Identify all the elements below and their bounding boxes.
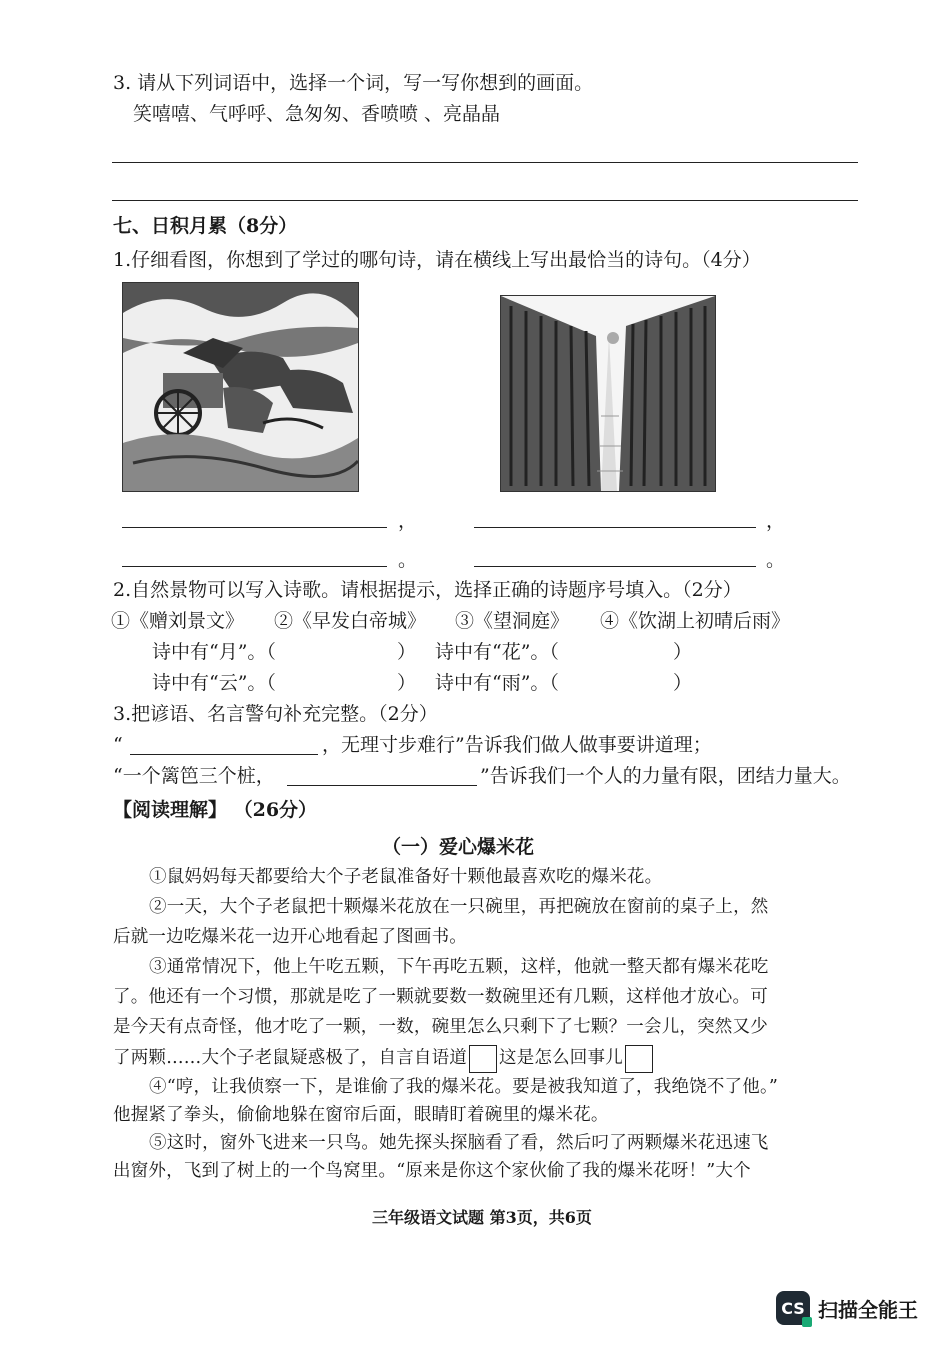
comma-1: ， — [398, 510, 418, 532]
poem-blank-2[interactable] — [474, 527, 756, 528]
fill-rain-label: 诗中有“雨”。（ — [435, 672, 559, 694]
q3-word-list: 笑嘻嘻、气呼呼、急匆匆、香喷喷 、亮晶晶 — [133, 103, 501, 125]
punctuation-box-1[interactable] — [469, 1045, 497, 1073]
carriage-mountain-illustration — [122, 282, 359, 492]
story-line-10: ⑤这时，窗外飞进来一只鸟。她先探头探脑看了看，然后叼了两颗爆米花迅速飞 — [149, 1133, 769, 1153]
story-line-4: ③通常情况下，他上午吃五颗，下午再吃五颗，这样，他就一整天都有爆米花吃 — [149, 957, 769, 977]
story-line-7 — [113, 1043, 655, 1073]
period-1: 。 — [398, 549, 418, 571]
reading-header: 【阅读理解】 （26分） — [113, 799, 318, 821]
story-line-11: 出窗外，飞到了树上的一个鸟窝里。“原来是你这个家伙偷了我的爆米花呀！”大个 — [113, 1161, 751, 1181]
camscanner-logo-icon: CS — [776, 1291, 810, 1325]
fill-moon-close: ） — [397, 641, 417, 663]
poem-option-2: ②《早发白帝城》 — [274, 610, 427, 632]
page-footer: 三年级语文试题 第3页，共6页 — [372, 1208, 592, 1227]
section7-q1-prompt: 1.仔细看图，你想到了学过的哪句诗，请在横线上写出最恰当的诗句。（4分） — [113, 249, 761, 271]
q3-prompt: 3. 请从下列词语中，选择一个词，写一写你想到的画面。 — [113, 72, 594, 94]
answer-line-2[interactable] — [112, 200, 858, 201]
story-line-9: 他握紧了拳头，偷偷地躲在窗帘后面，眼睛盯着碗里的爆米花。 — [113, 1105, 609, 1125]
story-line-1: ①鼠妈妈每天都要给大个子老鼠准备好十颗他最喜欢吃的爆米花。 — [149, 867, 663, 887]
tree-lined-road-illustration — [500, 295, 716, 492]
poem-blank-1[interactable] — [122, 527, 387, 528]
story-line-7-part1: 了两颗……大个子老鼠疑惑极了，自言自语道 — [113, 1048, 467, 1068]
scanner-watermark — [776, 1291, 918, 1325]
poem-option-4: ④《饮湖上初晴后雨》 — [600, 610, 791, 632]
fill-moon-label: 诗中有“月”。（ — [152, 641, 276, 663]
story-line-3: 后就一边吃爆米花一边开心地看起了图画书。 — [113, 927, 467, 947]
section7-title: 七、日积月累（8分） — [113, 215, 298, 237]
story-line-5: 了。他还有一个习惯，那就是吃了一颗就要数一数碗里还有几颗，这样他才放心。可 — [113, 987, 768, 1007]
fill-flower-label: 诗中有“花”。（ — [435, 641, 559, 663]
answer-line-1[interactable] — [112, 162, 858, 163]
story-title: （一）爱心爆米花 — [382, 836, 535, 858]
fill-rain-close: ） — [673, 672, 693, 694]
story-line-2: ②一天，大个子老鼠把十颗爆米花放在一只碗里，再把碗放在窗前的桌子上，然 — [149, 897, 769, 917]
comma-2: ， — [766, 510, 786, 532]
story-line-6: 是今天有点奇怪，他才吃了一颗，一数，碗里怎么只剩下了七颗？一会儿，突然又少 — [113, 1017, 768, 1037]
story-line-7-part2: 这是怎么回事儿 — [499, 1048, 623, 1068]
proverb2-start: “一个篱笆三个桩， — [113, 765, 275, 787]
period-2: 。 — [766, 549, 786, 571]
proverb-blank-1[interactable] — [130, 754, 318, 755]
proverb2-rest: ”告诉我们一个人的力量有限，团结力量大。 — [480, 765, 851, 787]
section7-q2-prompt: 2.自然景物可以写入诗歌。请根据提示，选择正确的诗题序号填入。（2分） — [113, 579, 742, 601]
section7-q3-prompt: 3.把谚语、名言警句补充完整。（2分） — [113, 703, 438, 725]
proverb1-open-quote: “ — [113, 734, 123, 756]
proverb-blank-2[interactable] — [287, 785, 477, 786]
proverb1-rest: ，无理寸步难行”告诉我们做人做事要讲道理； — [322, 734, 712, 756]
fill-flower-close: ） — [673, 641, 693, 663]
punctuation-box-2[interactable] — [625, 1045, 653, 1073]
poem-option-3: ③《望洞庭》 — [455, 610, 570, 632]
watermark-text: 扫描全能王 — [818, 1297, 918, 1322]
fill-cloud-close: ） — [397, 672, 417, 694]
poem-blank-4[interactable] — [474, 566, 756, 567]
poem-blank-3[interactable] — [122, 566, 387, 567]
story-line-8: ④“哼，让我侦察一下，是谁偷了我的爆米花。要是被我知道了，我绝饶不了他。” — [149, 1077, 779, 1097]
fill-cloud-label: 诗中有“云”。（ — [152, 672, 276, 694]
poem-option-1: ①《赠刘景文》 — [111, 610, 245, 632]
